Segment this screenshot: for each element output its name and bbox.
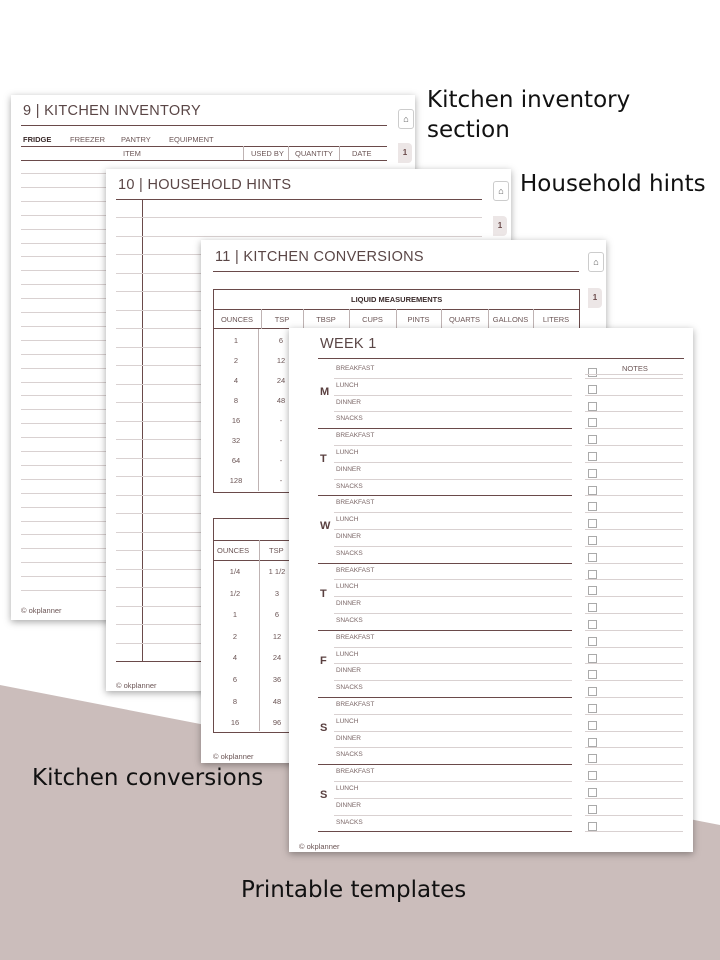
- page-title: 10 | HOUSEHOLD HINTS: [118, 177, 292, 193]
- column-divider: [261, 309, 262, 329]
- meal-line: [334, 647, 572, 648]
- meal-line: [334, 579, 572, 580]
- header-underline: [21, 160, 387, 161]
- column-date: DATE: [352, 149, 372, 158]
- note-checkbox[interactable]: [588, 620, 597, 629]
- notes-line: [585, 747, 683, 748]
- caption-household-hints: Household hints: [520, 171, 706, 197]
- side-tab[interactable]: 1: [398, 143, 412, 163]
- tsp-value: 48: [276, 396, 286, 405]
- meal-label: SNACKS: [336, 617, 363, 624]
- notes-line: [585, 714, 683, 715]
- meal-label: BREAKFAST: [336, 768, 375, 776]
- ounces-value: 2: [232, 631, 238, 641]
- tsp-value: 12: [276, 356, 286, 365]
- column-divider: [396, 309, 397, 329]
- tab-equipment[interactable]: EQUIPMENT: [169, 135, 214, 144]
- table-title: LIQUID MEASUREMENTS: [351, 295, 443, 304]
- ounces-value: 8: [232, 696, 238, 706]
- column-divider: [441, 309, 442, 329]
- day-divider: [318, 764, 572, 765]
- meal-label: DINNER: [336, 801, 361, 809]
- tsp-value: 96: [272, 718, 282, 728]
- footer: © okplanner: [299, 842, 340, 851]
- column-header: QUARTS: [448, 315, 481, 324]
- column-header: LITERS: [542, 315, 570, 324]
- notes-line: [585, 428, 683, 429]
- tsp-value: 36: [272, 675, 282, 684]
- column-header: OUNCES: [220, 315, 254, 324]
- page-title: 9 | KITCHEN INVENTORY: [23, 103, 201, 119]
- note-checkbox[interactable]: [588, 704, 597, 713]
- note-checkbox[interactable]: [588, 435, 597, 444]
- tsp-value: -: [279, 476, 283, 485]
- meal-line: [334, 680, 572, 681]
- note-checkbox[interactable]: [588, 670, 597, 679]
- notes-line: [585, 613, 683, 614]
- meal-label: BREAKFAST: [336, 432, 375, 440]
- note-checkbox[interactable]: [588, 738, 597, 747]
- notes-line: [585, 697, 683, 698]
- meal-line: [334, 512, 572, 513]
- home-icon[interactable]: ⌂: [398, 109, 414, 129]
- note-checkbox[interactable]: [588, 570, 597, 579]
- note-checkbox[interactable]: [588, 687, 597, 696]
- meal-line: [334, 395, 572, 396]
- meal-label: DINNER: [336, 667, 361, 675]
- meal-label: LUNCH: [336, 650, 359, 658]
- ounces-value: 32: [231, 436, 241, 445]
- notes-line: [585, 411, 683, 412]
- caption-line: section: [427, 116, 510, 143]
- column-header: CUPS: [362, 315, 383, 324]
- note-checkbox[interactable]: [588, 418, 597, 427]
- ounces-value: 6: [232, 675, 238, 684]
- meal-label: LUNCH: [336, 449, 359, 456]
- column-item: ITEM: [123, 149, 141, 158]
- meal-line: [334, 781, 572, 782]
- week-planner-page: [289, 328, 693, 852]
- note-checkbox[interactable]: [588, 654, 597, 663]
- meal-label: BREAKFAST: [336, 633, 375, 641]
- tsp-value: 6: [274, 610, 280, 620]
- column-divider: [488, 309, 489, 329]
- note-checkbox[interactable]: [588, 486, 597, 495]
- meal-line: [334, 596, 572, 597]
- meal-label: LUNCH: [336, 717, 359, 725]
- day-label: M: [320, 386, 330, 398]
- day-divider: [318, 630, 572, 631]
- notes-line: [585, 563, 683, 564]
- column-header: OUNCES: [217, 546, 250, 555]
- page-title: 11 | KITCHEN CONVERSIONS: [215, 249, 424, 265]
- column-used-by: USED BY: [251, 149, 284, 158]
- notes-line: [585, 798, 683, 799]
- notes-line: [585, 596, 683, 597]
- ounces-value: 4: [233, 376, 239, 385]
- notes-line: [585, 764, 683, 765]
- meal-line: [334, 378, 572, 379]
- note-checkbox[interactable]: [588, 822, 597, 831]
- meal-line: [334, 529, 572, 530]
- ounces-value: 128: [229, 476, 243, 485]
- notes-header-line: [585, 374, 683, 375]
- table-row-line: [116, 236, 482, 237]
- tab-pantry[interactable]: PANTRY: [121, 135, 151, 144]
- caption-kitchen-inventory: [427, 86, 630, 146]
- note-checkbox[interactable]: [588, 502, 597, 511]
- column-header: PINTS: [407, 315, 430, 324]
- tsp-value: -: [279, 416, 283, 425]
- side-tab[interactable]: 1: [588, 288, 602, 308]
- meal-line: [334, 546, 572, 547]
- meal-label: SNACKS: [336, 415, 363, 423]
- column-header: TBSP: [316, 315, 336, 324]
- home-icon[interactable]: ⌂: [588, 252, 604, 272]
- ounces-value: 1/4: [229, 567, 241, 576]
- meal-label: SNACKS: [336, 818, 363, 826]
- notes-line: [585, 831, 683, 832]
- note-checkbox[interactable]: [588, 536, 597, 545]
- day-divider: [318, 831, 572, 832]
- ounces-value: 16: [230, 718, 240, 728]
- ounces-value: 4: [232, 653, 238, 663]
- notes-line: [585, 529, 683, 530]
- meal-line: [334, 462, 572, 463]
- notes-line: [585, 647, 683, 648]
- notes-label: NOTES: [622, 364, 648, 373]
- column-divider: [303, 309, 304, 329]
- day-divider: [318, 563, 572, 564]
- column-divider: [258, 329, 259, 491]
- note-checkbox[interactable]: [588, 771, 597, 780]
- caption-line: Kitchen inventory: [427, 87, 631, 113]
- tsp-value: 48: [272, 696, 282, 706]
- column-divider: [533, 309, 534, 329]
- note-checkbox[interactable]: [588, 754, 597, 763]
- notes-line: [585, 579, 683, 580]
- notes-line: [585, 546, 683, 547]
- meal-line: [334, 411, 572, 412]
- note-checkbox[interactable]: [588, 469, 597, 478]
- tsp-value: 6: [278, 336, 284, 345]
- notes-line: [585, 680, 683, 681]
- meal-label: DINNER: [336, 533, 361, 540]
- notes-line: [585, 462, 683, 463]
- meal-line: [334, 714, 572, 715]
- footer: © okplanner: [213, 752, 254, 761]
- meal-label: LUNCH: [336, 785, 359, 792]
- meal-label: LUNCH: [336, 516, 359, 524]
- home-icon[interactable]: ⌂: [493, 181, 509, 201]
- tsp-value: -: [279, 436, 283, 445]
- ounces-value: 1/2: [229, 588, 241, 598]
- meal-label: DINNER: [336, 398, 361, 406]
- day-label: S: [320, 789, 328, 802]
- note-checkbox[interactable]: [588, 721, 597, 730]
- note-checkbox[interactable]: [588, 603, 597, 612]
- meal-line: [334, 613, 572, 614]
- meal-line: [334, 731, 572, 732]
- notes-line: [585, 630, 683, 631]
- day-divider: [318, 428, 572, 429]
- meal-line: [334, 445, 572, 446]
- note-checkbox[interactable]: [588, 368, 597, 377]
- meal-label: SNACKS: [336, 482, 363, 490]
- note-checkbox[interactable]: [588, 637, 597, 646]
- meal-label: BREAKFAST: [336, 701, 375, 708]
- tab-freezer[interactable]: FREEZER: [70, 135, 106, 144]
- column-header: GALLONS: [492, 315, 529, 324]
- footer: © okplanner: [21, 606, 62, 615]
- notes-line: [585, 781, 683, 782]
- day-label: W: [320, 520, 331, 533]
- column-divider: [349, 309, 350, 329]
- day-divider: [318, 697, 572, 698]
- tsp-value: 1 1/2: [268, 567, 286, 576]
- note-checkbox[interactable]: [588, 788, 597, 797]
- day-divider: [318, 495, 572, 496]
- meal-label: SNACKS: [336, 549, 363, 557]
- meal-label: BREAKFAST: [336, 499, 375, 507]
- ounces-value: 1: [233, 336, 239, 345]
- notes-line: [585, 378, 683, 379]
- note-checkbox[interactable]: [588, 805, 597, 814]
- ounces-value: 16: [231, 416, 241, 425]
- notes-line: [585, 663, 683, 664]
- footer: © okplanner: [116, 681, 157, 690]
- tab-fridge[interactable]: FRIDGE: [23, 135, 52, 144]
- notes-line: [585, 815, 683, 816]
- meal-label: DINNER: [336, 465, 361, 473]
- side-tab[interactable]: 1: [493, 216, 507, 236]
- day-label: T: [320, 587, 327, 600]
- page-title: WEEK 1: [320, 336, 377, 352]
- column-header: TSP: [274, 315, 290, 324]
- meal-line: [334, 747, 572, 748]
- note-checkbox[interactable]: [588, 553, 597, 562]
- meal-label: LUNCH: [336, 583, 359, 591]
- note-checkbox[interactable]: [588, 402, 597, 411]
- meal-line: [334, 663, 572, 664]
- meal-label: SNACKS: [336, 684, 363, 692]
- meal-label: LUNCH: [336, 381, 359, 389]
- meal-label: DINNER: [336, 734, 361, 742]
- note-checkbox[interactable]: [588, 385, 597, 394]
- ounces-value: 1: [232, 610, 238, 620]
- column-header: TSP: [269, 546, 284, 555]
- notes-line: [585, 512, 683, 513]
- ounces-value: 2: [233, 356, 239, 365]
- tsp-value: 24: [272, 653, 282, 663]
- note-checkbox[interactable]: [588, 452, 597, 461]
- table-row-line: [116, 217, 482, 218]
- tsp-value: 3: [274, 588, 280, 598]
- day-label: F: [320, 654, 327, 667]
- meal-label: DINNER: [336, 600, 361, 608]
- notes-line: [585, 445, 683, 446]
- tsp-value: -: [279, 456, 283, 465]
- notes-line: [585, 731, 683, 732]
- meal-label: SNACKS: [336, 751, 363, 759]
- note-checkbox[interactable]: [588, 586, 597, 595]
- tsp-value: 12: [272, 631, 282, 641]
- column-quantity: QUANTITY: [295, 149, 333, 158]
- ounces-value: 8: [233, 396, 239, 405]
- notes-line: [585, 395, 683, 396]
- meal-line: [334, 479, 572, 480]
- meal-label: BREAKFAST: [336, 365, 375, 372]
- notes-line: [585, 495, 683, 496]
- notes-line: [585, 479, 683, 480]
- note-checkbox[interactable]: [588, 519, 597, 528]
- meal-line: [334, 815, 572, 816]
- day-label: S: [320, 722, 328, 734]
- caption-kitchen-conversions: Kitchen conversions: [32, 765, 264, 791]
- day-label: T: [320, 453, 327, 466]
- ounces-value: 64: [231, 456, 241, 465]
- meal-label: BREAKFAST: [336, 566, 375, 574]
- tsp-value: 24: [276, 376, 286, 385]
- caption-printable-templates: Printable templates: [241, 877, 467, 903]
- meal-line: [334, 798, 572, 799]
